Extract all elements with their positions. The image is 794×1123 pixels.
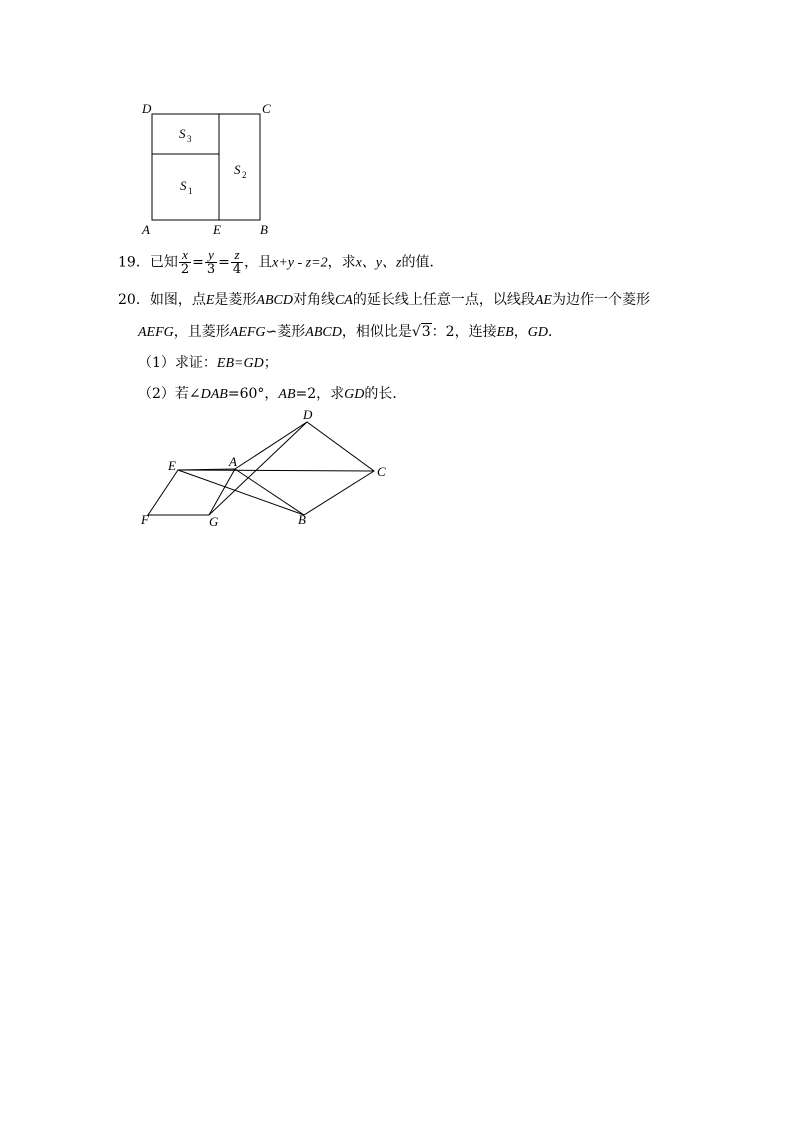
q19-known: 已知 [149, 254, 178, 271]
label-b2: B [298, 512, 306, 527]
label-e2: E [168, 458, 176, 473]
question-19: 19．已知 $\frac{x}{2}$ = $\frac{y}{3}$ = $\frac{z}{4}$ ，且x+y - z=2，求x、y、z的值． [118, 247, 444, 277]
line-e-b [178, 470, 304, 515]
line-g-d [209, 422, 307, 515]
label-d: D [142, 101, 152, 116]
label-s3-sub: 3 [187, 134, 192, 144]
label-a: A [142, 222, 150, 237]
rhombus-aefg [148, 469, 235, 515]
question-20-line1: 20．如图，点E是菱形ABCD对角线CA的延长线上任意一点，以线段AE为边作一个菱形 [118, 292, 650, 308]
fraction-y-3: $\frac{y}{3}$ [206, 247, 216, 277]
label-s1: S [180, 178, 187, 193]
rhombus-abcd [235, 422, 374, 515]
label-s3: S [179, 126, 186, 141]
q19-condition: x+y - z=2 [272, 255, 328, 271]
figure-rhombi [130, 408, 400, 534]
label-s2-sub: 2 [242, 170, 247, 180]
fraction-z-4: $\frac{z}{4}$ [232, 247, 242, 277]
label-a2: A [229, 454, 237, 469]
sqrt-3: √3 [411, 324, 431, 340]
outer-square [152, 114, 260, 220]
label-g2: G [209, 514, 219, 529]
question-20-line2: AEFG，且菱形AEFG∽菱形ABCD，相似比是√3：2，连接EB，GD． [138, 324, 562, 340]
label-f2: F [141, 512, 149, 527]
q19-number: 19． [118, 254, 150, 271]
label-c: C [262, 101, 271, 116]
q19-vars: x、y、z [355, 255, 402, 271]
question-20-part1: （1）求证：EB=GD； [138, 355, 278, 371]
line-e-c [178, 470, 374, 471]
figure-rectangle-regions [130, 98, 290, 240]
label-e: E [213, 222, 221, 237]
label-s1-sub: 1 [188, 186, 193, 196]
label-d2: D [303, 408, 313, 422]
question-20-part2: （2）若∠DAB=60°，AB=2，求GD的长． [138, 386, 407, 402]
label-b: B [260, 222, 268, 237]
label-s2: S [234, 162, 241, 177]
fraction-x-2: $\frac{x}{2}$ [180, 247, 190, 277]
label-c2: C [377, 464, 386, 479]
